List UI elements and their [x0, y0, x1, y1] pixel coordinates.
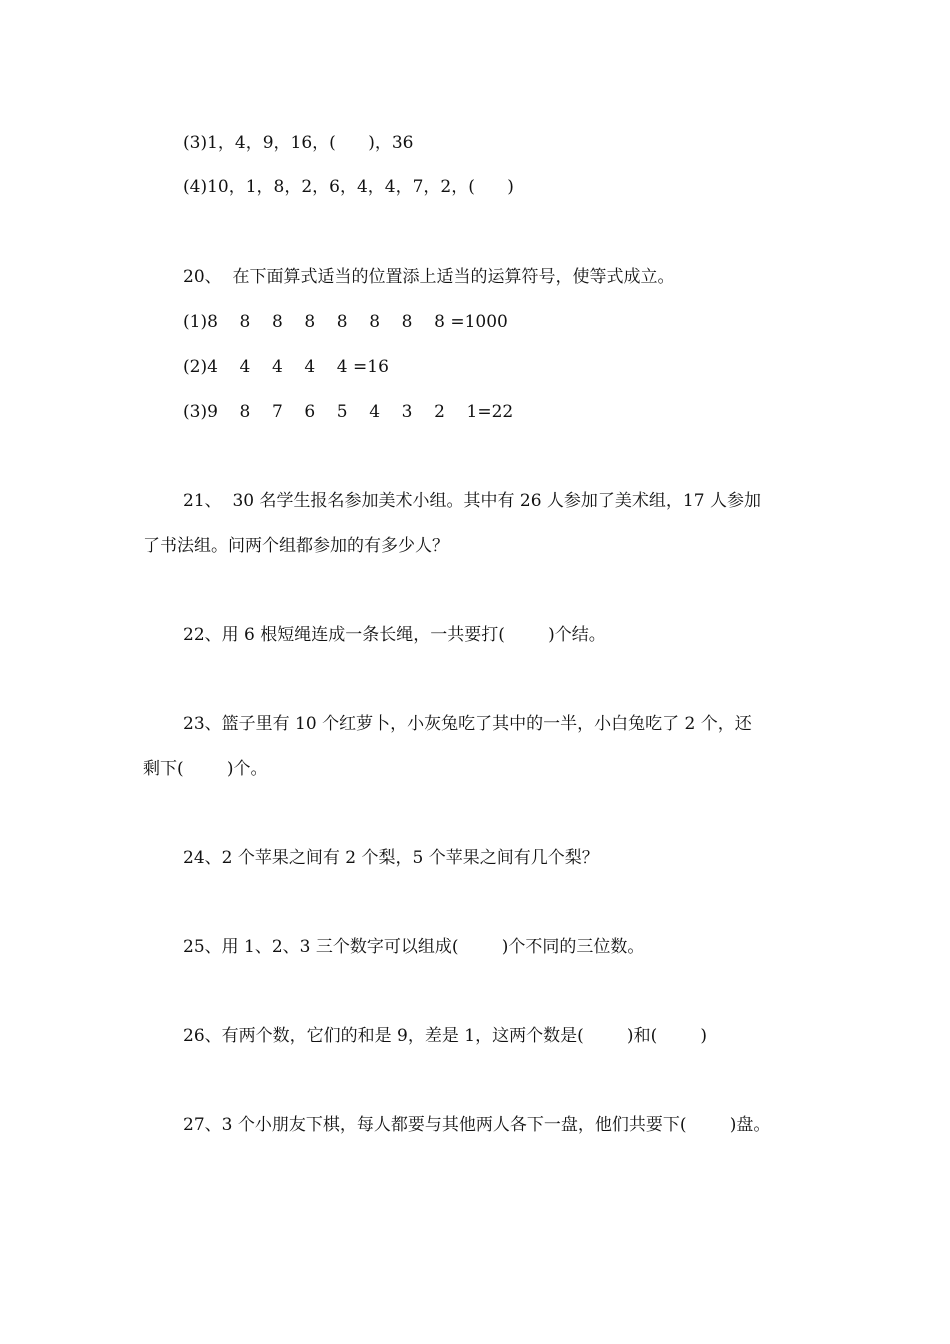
q24-text: 24、2 个苹果之间有 2 个梨，5 个苹果之间有几个梨？ — [183, 848, 599, 868]
q23-line-1: 23、篮子里有 10 个红萝卜，小灰兔吃了其中的一半，小白兔吃了 2 个，还 — [183, 714, 752, 734]
q20-item-1: (1)8 8 8 8 8 8 8 8 =1000 — [183, 312, 508, 332]
q22-text: 22、用 6 根短绳连成一条长绳，一共要打( )个结。 — [183, 625, 606, 645]
q25-text: 25、用 1、2、3 三个数字可以组成( )个不同的三位数。 — [183, 937, 645, 957]
q23-line-2: 剩下( )个。 — [143, 759, 268, 779]
q27-text: 27、3 个小朋友下棋，每人都要与其他两人各下一盘，他们共要下( )盘。 — [183, 1115, 771, 1135]
q20-prompt: 20、 在下面算式适当的位置添上适当的运算符号，使等式成立。 — [183, 267, 675, 287]
q20-item-2: (2)4 4 4 4 4 =16 — [183, 357, 389, 377]
q21-line-2: 了书法组。问两个组都参加的有多少人？ — [143, 536, 449, 556]
q26-text: 26、有两个数，它们的和是 9，差是 1，这两个数是( )和( ) — [183, 1026, 708, 1046]
q19-item-4: (4)10，1，8，2，6，4，4，7，2，( ) — [183, 177, 514, 197]
q19-item-3: (3)1，4，9，16，( )，36 — [183, 133, 414, 153]
q21-line-1: 21、 30 名学生报名参加美术小组。其中有 26 人参加了美术组，17 人参加 — [183, 491, 761, 511]
q20-item-3: (3)9 8 7 6 5 4 3 2 1=22 — [183, 402, 514, 422]
